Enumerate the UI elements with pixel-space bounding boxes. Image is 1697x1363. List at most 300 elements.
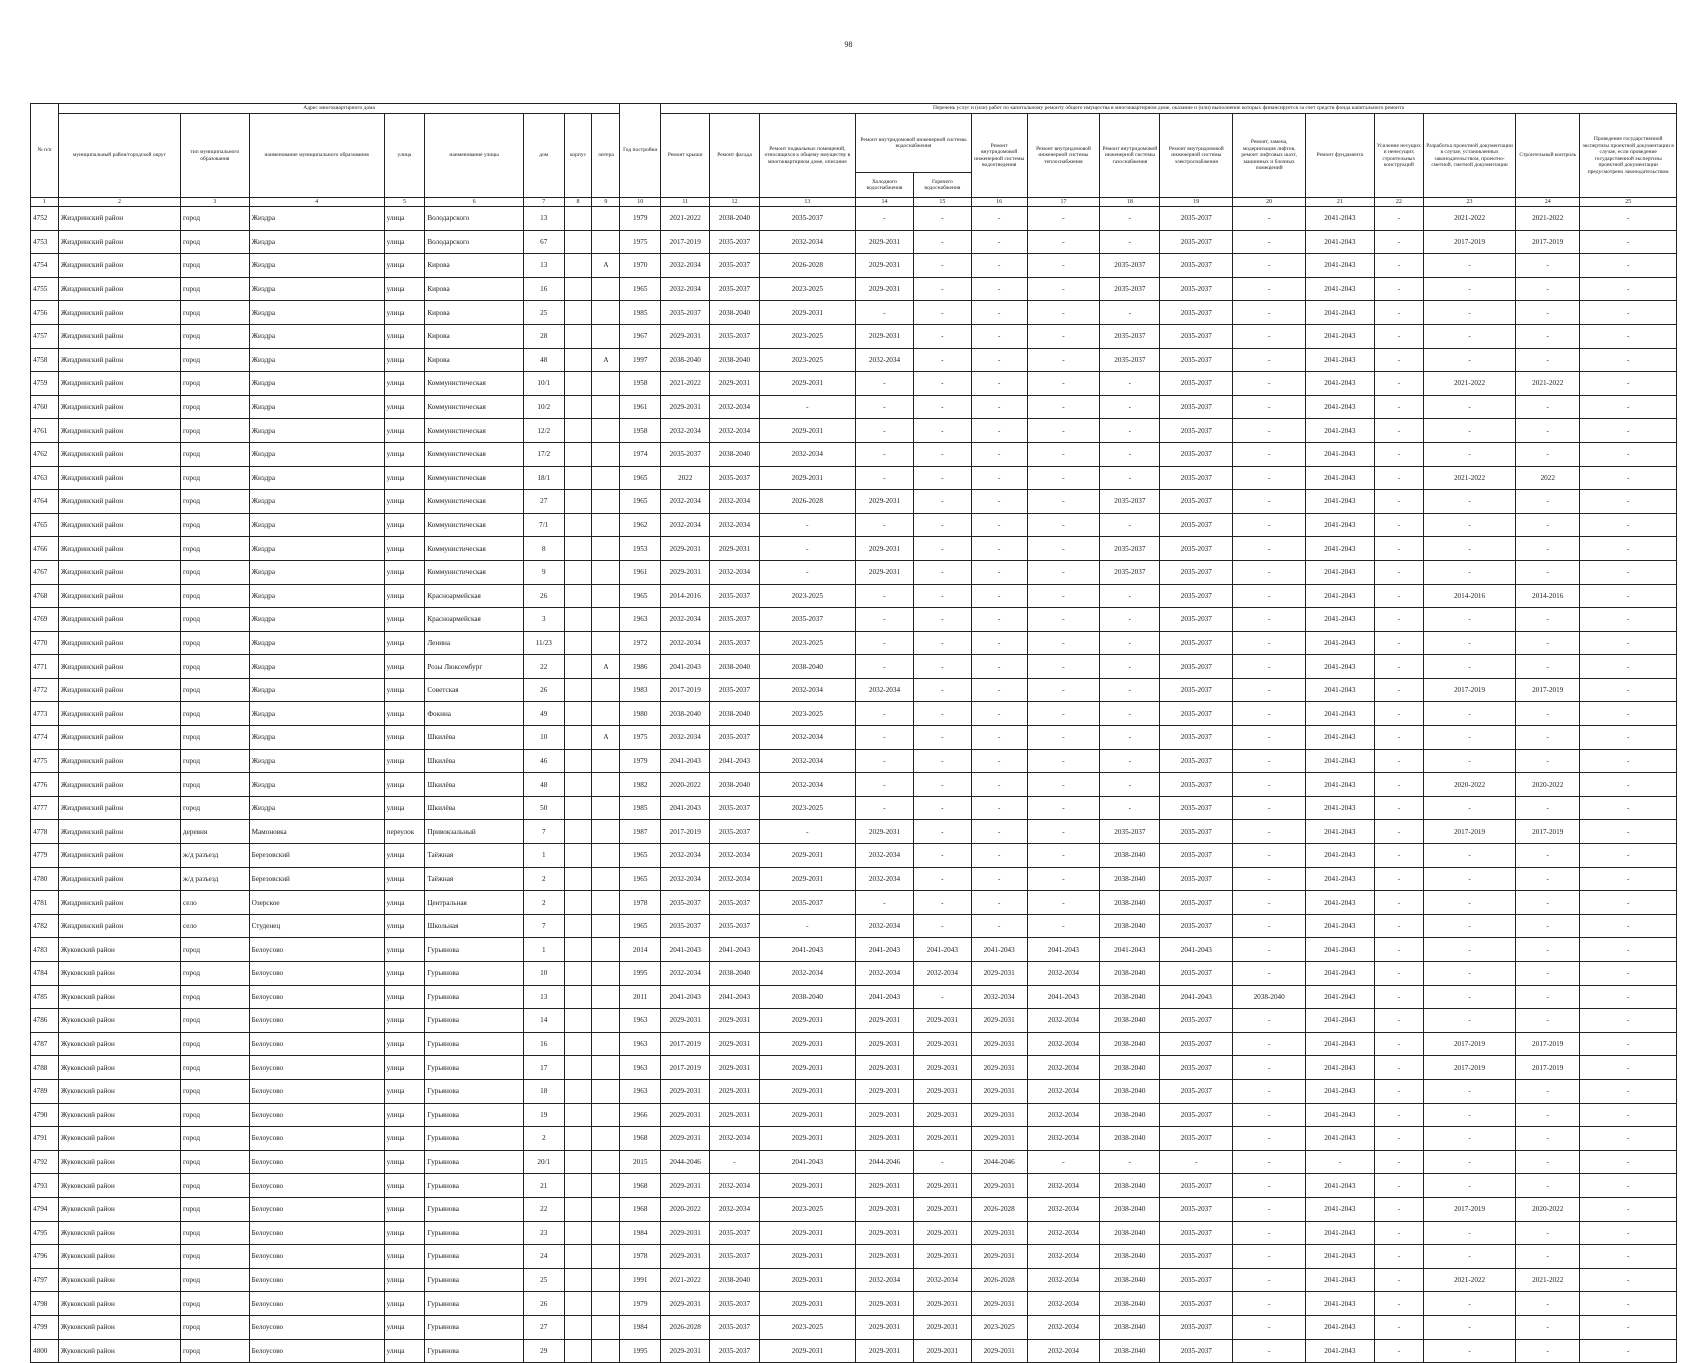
table-row [31, 1221, 1677, 1245]
cold-water-cell: 2029-2031 [856, 277, 914, 301]
settlement-cell: Белоусово [249, 962, 384, 986]
electric-cell: 2035-2037 [1160, 560, 1233, 584]
reinforce-cell: - [1374, 207, 1423, 231]
elevator-cell: - [1233, 820, 1306, 844]
building-cell [564, 301, 592, 325]
house-cell: 27 [523, 490, 564, 514]
street-type-cell: улица [384, 301, 425, 325]
drainage-cell: 2041-2043 [971, 938, 1027, 962]
drainage-cell: - [971, 277, 1027, 301]
drainage-cell: - [971, 867, 1027, 891]
control-cell: - [1516, 891, 1580, 915]
header-letter: литера [592, 114, 620, 198]
table-row [31, 867, 1677, 891]
row-number-cell: 4788 [31, 1056, 59, 1080]
street-type-cell: улица [384, 230, 425, 254]
settlement-cell: Жиздра [249, 584, 384, 608]
settlement-cell: Жиздра [249, 230, 384, 254]
foundation-cell: 2041-2043 [1306, 655, 1375, 679]
house-cell: 10/1 [523, 372, 564, 396]
hot-water-cell: - [913, 419, 971, 443]
control-cell: - [1516, 749, 1580, 773]
facade-cell: 2029-2031 [710, 1009, 759, 1033]
year-cell: 1975 [620, 726, 661, 750]
street-type-cell: улица [384, 207, 425, 231]
table-row [31, 537, 1677, 561]
header-heating: Ремонт внутридомовой инженерной системы теплоснабжения [1027, 114, 1100, 198]
drainage-cell: - [971, 466, 1027, 490]
district-cell: Жиздринский район [58, 702, 180, 726]
hot-water-cell: - [913, 301, 971, 325]
control-cell: 2017-2019 [1516, 1056, 1580, 1080]
facade-cell: 2029-2031 [710, 537, 759, 561]
street-type-cell: улица [384, 1268, 425, 1292]
drainage-cell: - [971, 560, 1027, 584]
expertise-cell: - [1580, 348, 1677, 372]
roof-cell: 2035-2037 [661, 891, 710, 915]
street-cell: Володарского [425, 207, 524, 231]
elevator-cell: - [1233, 1174, 1306, 1198]
building-cell [564, 1315, 592, 1339]
house-cell: 28 [523, 324, 564, 348]
control-cell: - [1516, 277, 1580, 301]
row-number-cell: 4799 [31, 1315, 59, 1339]
hot-water-cell: 2029-2031 [913, 1056, 971, 1080]
street-cell: Шкилёва [425, 773, 524, 797]
basement-cell: 2029-2031 [759, 867, 855, 891]
building-cell [564, 560, 592, 584]
drainage-cell: 2029-2031 [971, 1221, 1027, 1245]
letter-cell [592, 1174, 620, 1198]
drainage-cell: 2029-2031 [971, 1079, 1027, 1103]
foundation-cell: 2041-2043 [1306, 1079, 1375, 1103]
electric-cell: 2035-2037 [1160, 230, 1233, 254]
settlement-cell: Жиздра [249, 513, 384, 537]
roof-cell: 2032-2034 [661, 419, 710, 443]
settlement-cell: Жиздра [249, 608, 384, 632]
letter-cell [592, 820, 620, 844]
roof-cell: 2021-2022 [661, 372, 710, 396]
district-cell: Жуковский район [58, 1174, 180, 1198]
row-number-cell: 4773 [31, 702, 59, 726]
cold-water-cell: - [856, 584, 914, 608]
building-cell [564, 1292, 592, 1316]
header-roof: Ремонт крыши [661, 114, 710, 198]
electric-cell: 2035-2037 [1160, 466, 1233, 490]
street-cell: Центральная [425, 891, 524, 915]
building-cell [564, 608, 592, 632]
facade-cell: 2035-2037 [710, 324, 759, 348]
street-cell: Красноармейская [425, 584, 524, 608]
cold-water-cell: - [856, 207, 914, 231]
year-cell: 1980 [620, 702, 661, 726]
heating-cell: - [1027, 537, 1100, 561]
row-number-cell: 4796 [31, 1245, 59, 1269]
facade-cell: 2035-2037 [710, 608, 759, 632]
district-cell: Жиздринский район [58, 844, 180, 868]
table-row [31, 773, 1677, 797]
control-cell: 2017-2019 [1516, 230, 1580, 254]
year-cell: 1967 [620, 324, 661, 348]
row-number-cell: 4768 [31, 584, 59, 608]
control-cell: 2017-2019 [1516, 820, 1580, 844]
elevator-cell: - [1233, 1315, 1306, 1339]
roof-cell: 2044-2046 [661, 1150, 710, 1174]
hot-water-cell: - [913, 773, 971, 797]
foundation-cell: 2041-2043 [1306, 395, 1375, 419]
header-district: муниципальный район/городской округ [58, 114, 180, 198]
basement-cell: 2023-2025 [759, 324, 855, 348]
year-cell: 1963 [620, 1032, 661, 1056]
settlement-type-cell: город [181, 277, 250, 301]
reinforce-cell: - [1374, 867, 1423, 891]
control-cell: - [1516, 1339, 1580, 1363]
row-number-cell: 4758 [31, 348, 59, 372]
table-row [31, 938, 1677, 962]
gas-cell: 2038-2040 [1100, 844, 1160, 868]
elevator-cell: - [1233, 1339, 1306, 1363]
letter-cell [592, 773, 620, 797]
electric-cell: 2035-2037 [1160, 1103, 1233, 1127]
expertise-cell: - [1580, 230, 1677, 254]
design-cell: - [1423, 985, 1515, 1009]
column-number: 20 [1233, 198, 1306, 207]
hot-water-cell: - [913, 324, 971, 348]
basement-cell: 2032-2034 [759, 442, 855, 466]
hot-water-cell: - [913, 442, 971, 466]
foundation-cell: 2041-2043 [1306, 513, 1375, 537]
control-cell: - [1516, 1292, 1580, 1316]
district-cell: Жуковский район [58, 1103, 180, 1127]
letter-cell [592, 1056, 620, 1080]
facade-cell: 2035-2037 [710, 466, 759, 490]
control-cell: - [1516, 348, 1580, 372]
roof-cell: 2032-2034 [661, 608, 710, 632]
expertise-cell: - [1580, 962, 1677, 986]
table-row [31, 1268, 1677, 1292]
foundation-cell: 2041-2043 [1306, 891, 1375, 915]
hot-water-cell: - [913, 702, 971, 726]
design-cell: - [1423, 631, 1515, 655]
settlement-cell: Белоусово [249, 1268, 384, 1292]
letter-cell [592, 1079, 620, 1103]
facade-cell: 2029-2031 [710, 1032, 759, 1056]
letter-cell [592, 419, 620, 443]
table-row [31, 584, 1677, 608]
settlement-type-cell: город [181, 1056, 250, 1080]
hot-water-cell: 2029-2031 [913, 1339, 971, 1363]
gas-cell: - [1100, 513, 1160, 537]
settlement-cell: Жиздра [249, 348, 384, 372]
hot-water-cell: - [913, 749, 971, 773]
elevator-cell: - [1233, 773, 1306, 797]
house-cell: 20/1 [523, 1150, 564, 1174]
house-cell: 13 [523, 254, 564, 278]
gas-cell: 2038-2040 [1100, 985, 1160, 1009]
street-cell: Коммунистическая [425, 466, 524, 490]
year-cell: 1991 [620, 1268, 661, 1292]
elevator-cell: - [1233, 1150, 1306, 1174]
basement-cell: - [759, 395, 855, 419]
district-cell: Жуковский район [58, 1127, 180, 1151]
street-cell: Коммунистическая [425, 442, 524, 466]
drainage-cell: - [971, 844, 1027, 868]
column-number: 13 [759, 198, 855, 207]
basement-cell: 2038-2040 [759, 985, 855, 1009]
year-cell: 1975 [620, 230, 661, 254]
facade-cell: 2035-2037 [710, 1245, 759, 1269]
settlement-cell: Жиздра [249, 419, 384, 443]
facade-cell: 2029-2031 [710, 1056, 759, 1080]
elevator-cell: - [1233, 442, 1306, 466]
building-cell [564, 678, 592, 702]
building-cell [564, 254, 592, 278]
gas-cell: 2035-2037 [1100, 254, 1160, 278]
foundation-cell: - [1306, 1150, 1375, 1174]
facade-cell: 2035-2037 [710, 631, 759, 655]
basement-cell: 2041-2043 [759, 938, 855, 962]
design-cell: - [1423, 1245, 1515, 1269]
settlement-cell: Жиздра [249, 301, 384, 325]
expertise-cell: - [1580, 844, 1677, 868]
cold-water-cell: 2029-2031 [856, 1103, 914, 1127]
electric-cell: 2035-2037 [1160, 773, 1233, 797]
building-cell [564, 1009, 592, 1033]
house-cell: 14 [523, 1009, 564, 1033]
cold-water-cell: 2029-2031 [856, 537, 914, 561]
district-cell: Жиздринский район [58, 490, 180, 514]
district-cell: Жиздринский район [58, 820, 180, 844]
heating-cell: - [1027, 584, 1100, 608]
reinforce-cell: - [1374, 324, 1423, 348]
street-type-cell: улица [384, 348, 425, 372]
settlement-type-cell: город [181, 702, 250, 726]
elevator-cell: - [1233, 867, 1306, 891]
heating-cell: - [1027, 254, 1100, 278]
electric-cell: 2035-2037 [1160, 1009, 1233, 1033]
roof-cell: 2017-2019 [661, 230, 710, 254]
design-cell: - [1423, 726, 1515, 750]
header-control: Строительный контроль [1516, 114, 1580, 198]
house-cell: 11/23 [523, 631, 564, 655]
street-type-cell: улица [384, 867, 425, 891]
control-cell: - [1516, 301, 1580, 325]
facade-cell: 2035-2037 [710, 1292, 759, 1316]
building-cell [564, 466, 592, 490]
expertise-cell: - [1580, 726, 1677, 750]
expertise-cell: - [1580, 490, 1677, 514]
expertise-cell: - [1580, 749, 1677, 773]
hot-water-cell: - [913, 513, 971, 537]
year-cell: 1962 [620, 513, 661, 537]
elevator-cell: - [1233, 702, 1306, 726]
basement-cell: - [759, 513, 855, 537]
heating-cell: - [1027, 419, 1100, 443]
control-cell: - [1516, 537, 1580, 561]
row-number-cell: 4774 [31, 726, 59, 750]
design-cell: - [1423, 1221, 1515, 1245]
gas-cell: - [1100, 678, 1160, 702]
expertise-cell: - [1580, 796, 1677, 820]
expertise-cell: - [1580, 1268, 1677, 1292]
building-cell [564, 348, 592, 372]
elevator-cell: - [1233, 466, 1306, 490]
settlement-type-cell: город [181, 324, 250, 348]
foundation-cell: 2041-2043 [1306, 1292, 1375, 1316]
letter-cell [592, 1103, 620, 1127]
expertise-cell: - [1580, 584, 1677, 608]
gas-cell: 2035-2037 [1100, 560, 1160, 584]
design-cell: - [1423, 348, 1515, 372]
roof-cell: 2029-2031 [661, 1221, 710, 1245]
letter-cell [592, 1339, 620, 1363]
house-cell: 19 [523, 1103, 564, 1127]
cold-water-cell: 2032-2034 [856, 844, 914, 868]
street-cell: Гурьянова [425, 1056, 524, 1080]
street-type-cell: улица [384, 490, 425, 514]
electric-cell: 2035-2037 [1160, 1056, 1233, 1080]
roof-cell: 2017-2019 [661, 820, 710, 844]
reinforce-cell: - [1374, 1032, 1423, 1056]
reinforce-cell: - [1374, 796, 1423, 820]
roof-cell: 2029-2031 [661, 537, 710, 561]
roof-cell: 2017-2019 [661, 1056, 710, 1080]
electric-cell: 2035-2037 [1160, 891, 1233, 915]
basement-cell: 2029-2031 [759, 1268, 855, 1292]
gas-cell: - [1100, 301, 1160, 325]
foundation-cell: 2041-2043 [1306, 796, 1375, 820]
heating-cell: 2032-2034 [1027, 1127, 1100, 1151]
district-cell: Жиздринский район [58, 631, 180, 655]
year-cell: 1978 [620, 1245, 661, 1269]
foundation-cell: 2041-2043 [1306, 773, 1375, 797]
house-cell: 25 [523, 301, 564, 325]
cold-water-cell: - [856, 796, 914, 820]
letter-cell [592, 985, 620, 1009]
drainage-cell: - [971, 324, 1027, 348]
letter-cell [592, 207, 620, 231]
design-cell: - [1423, 442, 1515, 466]
reinforce-cell: - [1374, 537, 1423, 561]
street-cell: Шкилёва [425, 726, 524, 750]
year-cell: 1984 [620, 1221, 661, 1245]
column-number: 15 [913, 198, 971, 207]
roof-cell: 2035-2037 [661, 442, 710, 466]
hot-water-cell: 2041-2043 [913, 938, 971, 962]
row-number-cell: 4775 [31, 749, 59, 773]
cold-water-cell: 2029-2031 [856, 1221, 914, 1245]
table-row [31, 230, 1677, 254]
table-row [31, 1150, 1677, 1174]
basement-cell: 2023-2025 [759, 702, 855, 726]
settlement-cell: Белоусово [249, 985, 384, 1009]
year-cell: 1961 [620, 560, 661, 584]
expertise-cell: - [1580, 985, 1677, 1009]
foundation-cell: 2041-2043 [1306, 938, 1375, 962]
letter-cell [592, 1127, 620, 1151]
drainage-cell: - [971, 254, 1027, 278]
building-cell [564, 324, 592, 348]
reinforce-cell: - [1374, 372, 1423, 396]
drainage-cell: 2029-2031 [971, 1174, 1027, 1198]
settlement-type-cell: город [181, 1339, 250, 1363]
control-cell: - [1516, 1315, 1580, 1339]
expertise-cell: - [1580, 655, 1677, 679]
heating-cell: - [1027, 490, 1100, 514]
electric-cell: 2035-2037 [1160, 372, 1233, 396]
facade-cell: 2041-2043 [710, 749, 759, 773]
row-number-cell: 4779 [31, 844, 59, 868]
row-number-cell: 4795 [31, 1221, 59, 1245]
table-row [31, 891, 1677, 915]
column-number: 17 [1027, 198, 1100, 207]
house-cell: 22 [523, 1197, 564, 1221]
heating-cell: 2041-2043 [1027, 985, 1100, 1009]
expertise-cell: - [1580, 324, 1677, 348]
building-cell [564, 419, 592, 443]
cold-water-cell: 2029-2031 [856, 560, 914, 584]
settlement-type-cell: город [181, 395, 250, 419]
settlement-type-cell: город [181, 1009, 250, 1033]
settlement-type-cell: город [181, 419, 250, 443]
house-cell: 7 [523, 914, 564, 938]
settlement-cell: Жиздра [249, 372, 384, 396]
letter-cell [592, 891, 620, 915]
house-cell: 48 [523, 773, 564, 797]
facade-cell: 2041-2043 [710, 985, 759, 1009]
gas-cell: - [1100, 1150, 1160, 1174]
settlement-cell: Жиздра [249, 560, 384, 584]
basement-cell: 2023-2025 [759, 348, 855, 372]
design-cell: - [1423, 702, 1515, 726]
roof-cell: 2029-2031 [661, 1079, 710, 1103]
facade-cell: 2032-2034 [710, 490, 759, 514]
foundation-cell: 2041-2043 [1306, 230, 1375, 254]
house-cell: 7 [523, 820, 564, 844]
settlement-type-cell: город [181, 1245, 250, 1269]
design-cell: 2021-2022 [1423, 207, 1515, 231]
header-elevator: Ремонт, замена, модернизация лифтов, ремонт лифтовых шахт, машинных и блочных помещений [1233, 114, 1306, 198]
table-row [31, 1292, 1677, 1316]
building-cell [564, 1150, 592, 1174]
row-number-cell: 4767 [31, 560, 59, 584]
district-cell: Жиздринский район [58, 773, 180, 797]
expertise-cell: - [1580, 466, 1677, 490]
roof-cell: 2029-2031 [661, 1103, 710, 1127]
design-cell: - [1423, 324, 1515, 348]
table-row [31, 702, 1677, 726]
hot-water-cell: - [913, 867, 971, 891]
facade-cell: 2032-2034 [710, 867, 759, 891]
heating-cell: - [1027, 773, 1100, 797]
year-cell: 1970 [620, 254, 661, 278]
street-type-cell: улица [384, 1032, 425, 1056]
row-number-cell: 4778 [31, 820, 59, 844]
street-cell: Привокзальный [425, 820, 524, 844]
basement-cell: 2023-2025 [759, 796, 855, 820]
drainage-cell: 2029-2031 [971, 1032, 1027, 1056]
control-cell: - [1516, 655, 1580, 679]
settlement-type-cell: город [181, 962, 250, 986]
header-building: корпус [564, 114, 592, 198]
building-cell [564, 1268, 592, 1292]
hot-water-cell: - [913, 914, 971, 938]
elevator-cell: - [1233, 230, 1306, 254]
district-cell: Жуковский район [58, 1009, 180, 1033]
basement-cell: 2029-2031 [759, 466, 855, 490]
control-cell: 2020-2022 [1516, 1197, 1580, 1221]
table-row [31, 796, 1677, 820]
